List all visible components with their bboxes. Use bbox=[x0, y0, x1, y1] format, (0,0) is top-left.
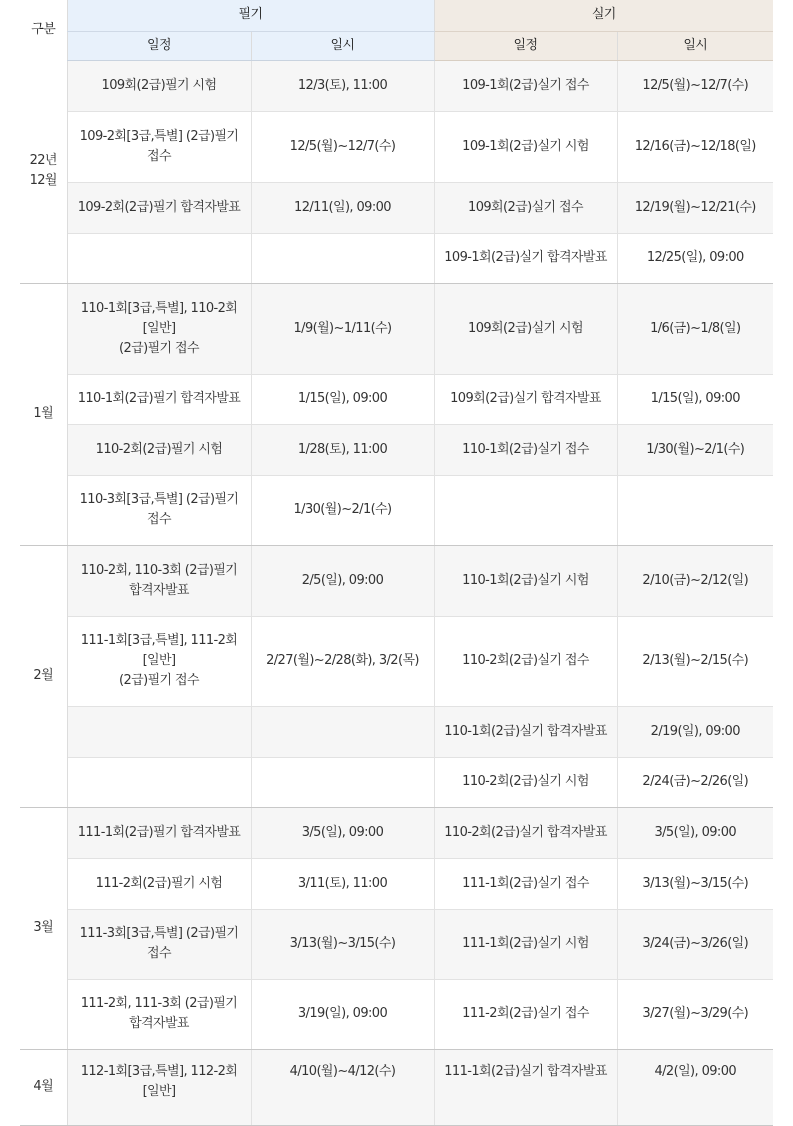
written-schedule-cell: 111-2회, 111-3회 (2급)필기 합격자발표 bbox=[67, 979, 251, 1049]
month-category-cell bbox=[20, 1049, 67, 1125]
practical-date-cell: 12/5(월)~12/7(수) bbox=[617, 60, 773, 111]
table-row bbox=[20, 1049, 773, 1125]
practical-schedule-cell: 110-2회(2급)실기 접수 bbox=[434, 616, 617, 706]
table-row bbox=[20, 616, 773, 706]
schedule-body bbox=[20, 60, 773, 1125]
written-date-cell: 2/5(일), 09:00 bbox=[251, 545, 434, 616]
table-row bbox=[20, 374, 773, 424]
header-category: 구분 bbox=[20, 0, 67, 60]
written-schedule-cell: 111-1회[3급,특별], 111-2회[일반] (2급)필기 접수 bbox=[67, 616, 251, 706]
practical-schedule-cell: 110-1회(2급)실기 합격자발표 bbox=[434, 706, 617, 757]
written-schedule-cell bbox=[67, 706, 251, 757]
practical-date-cell: 1/15(일), 09:00 bbox=[617, 374, 773, 424]
month-label: 22년 bbox=[29, 153, 57, 169]
practical-schedule-cell: 111-1회(2급)실기 접수 bbox=[434, 858, 617, 909]
month-label: 2월 bbox=[33, 668, 54, 683]
table-row bbox=[20, 545, 773, 616]
table-row bbox=[20, 757, 773, 807]
practical-date-cell: 12/19(월)~12/21(수) bbox=[617, 182, 773, 233]
header-written-schedule: 일정 bbox=[67, 31, 251, 60]
practical-schedule-cell: 110-2회(2급)실기 합격자발표 bbox=[434, 807, 617, 858]
table-row bbox=[20, 475, 773, 545]
practical-date-cell: 3/24(금)~3/26(일) bbox=[617, 909, 773, 979]
written-schedule-cell: 111-3회[3급,특별] (2급)필기 접수 bbox=[67, 909, 251, 979]
written-date-cell: 1/30(월)~2/1(수) bbox=[251, 475, 434, 545]
practical-schedule-cell: 110-1회(2급)실기 접수 bbox=[434, 424, 617, 475]
practical-date-cell: 12/16(금)~12/18(일) bbox=[617, 111, 773, 182]
schedule-table-wrapper bbox=[20, 0, 773, 1126]
written-schedule-cell: 109-2회(2급)필기 합격자발표 bbox=[67, 182, 251, 233]
table-row bbox=[20, 979, 773, 1049]
practical-schedule-cell: 111-1회(2급)실기 합격자발표 bbox=[434, 1049, 617, 1125]
written-schedule-cell: 110-1회(2급)필기 합격자발표 bbox=[67, 374, 251, 424]
written-schedule-cell: 110-2회, 110-3회 (2급)필기 합격자발표 bbox=[67, 545, 251, 616]
month-category-cell bbox=[20, 807, 67, 1049]
month-label: 4월 bbox=[33, 1079, 54, 1094]
table-row bbox=[20, 60, 773, 111]
practical-schedule-cell bbox=[434, 475, 617, 545]
written-date-cell: 12/3(토), 11:00 bbox=[251, 60, 434, 111]
written-date-cell bbox=[251, 757, 434, 807]
written-schedule-cell: 112-1회[3급,특별], 112-2회[일반] bbox=[67, 1049, 251, 1125]
table-row bbox=[20, 706, 773, 757]
month-category-cell bbox=[20, 545, 67, 807]
month-label: 3월 bbox=[33, 920, 54, 935]
practical-date-cell: 2/19(일), 09:00 bbox=[617, 706, 773, 757]
written-schedule-cell: 111-2회(2급)필기 시험 bbox=[67, 858, 251, 909]
practical-schedule-cell: 110-1회(2급)실기 시험 bbox=[434, 545, 617, 616]
written-date-cell bbox=[251, 233, 434, 283]
practical-date-cell: 3/27(월)~3/29(수) bbox=[617, 979, 773, 1049]
table-row bbox=[20, 858, 773, 909]
written-date-cell bbox=[251, 706, 434, 757]
written-date-cell: 3/13(월)~3/15(수) bbox=[251, 909, 434, 979]
practical-date-cell: 4/2(일), 09:00 bbox=[617, 1049, 773, 1125]
written-date-cell: 3/19(일), 09:00 bbox=[251, 979, 434, 1049]
practical-schedule-cell: 111-1회(2급)실기 시험 bbox=[434, 909, 617, 979]
header-practical-date: 일시 bbox=[617, 31, 773, 60]
table-row bbox=[20, 424, 773, 475]
written-date-cell: 2/27(월)~2/28(화), 3/2(목) bbox=[251, 616, 434, 706]
table-row bbox=[20, 233, 773, 283]
written-schedule-cell bbox=[67, 233, 251, 283]
written-schedule-cell: 110-3회[3급,특별] (2급)필기 접수 bbox=[67, 475, 251, 545]
written-schedule-cell: 110-2회(2급)필기 시험 bbox=[67, 424, 251, 475]
written-date-cell: 3/11(토), 11:00 bbox=[251, 858, 434, 909]
written-date-cell: 4/10(월)~4/12(수) bbox=[251, 1049, 434, 1125]
practical-schedule-cell: 109-1회(2급)실기 접수 bbox=[434, 60, 617, 111]
header-practical-schedule: 일정 bbox=[434, 31, 617, 60]
practical-schedule-cell: 109-1회(2급)실기 합격자발표 bbox=[434, 233, 617, 283]
written-date-cell: 12/5(월)~12/7(수) bbox=[251, 111, 434, 182]
practical-schedule-cell: 111-2회(2급)실기 접수 bbox=[434, 979, 617, 1049]
month-label: 1월 bbox=[33, 406, 54, 421]
practical-date-cell: 1/30(월)~2/1(수) bbox=[617, 424, 773, 475]
written-date-cell: 1/15(일), 09:00 bbox=[251, 374, 434, 424]
table-row bbox=[20, 909, 773, 979]
table-row bbox=[20, 111, 773, 182]
practical-schedule-cell: 109회(2급)실기 시험 bbox=[434, 283, 617, 374]
practical-date-cell: 3/5(일), 09:00 bbox=[617, 807, 773, 858]
written-date-cell: 1/28(토), 11:00 bbox=[251, 424, 434, 475]
practical-schedule-cell: 109회(2급)실기 합격자발표 bbox=[434, 374, 617, 424]
practical-schedule-cell: 109-1회(2급)실기 시험 bbox=[434, 111, 617, 182]
table-row bbox=[20, 182, 773, 233]
practical-date-cell: 3/13(월)~3/15(수) bbox=[617, 858, 773, 909]
month-category-cell bbox=[20, 60, 67, 283]
header-written: 필기 bbox=[67, 0, 434, 31]
written-schedule-cell: 110-1회[3급,특별], 110-2회[일반] (2급)필기 접수 bbox=[67, 283, 251, 374]
exam-schedule-table bbox=[20, 0, 773, 1126]
practical-date-cell: 1/6(금)~1/8(일) bbox=[617, 283, 773, 374]
header-practical: 실기 bbox=[434, 0, 773, 31]
practical-date-cell: 2/10(금)~2/12(일) bbox=[617, 545, 773, 616]
month-label: 12월 bbox=[29, 173, 57, 189]
written-schedule-cell: 111-1회(2급)필기 합격자발표 bbox=[67, 807, 251, 858]
practical-schedule-cell: 109회(2급)실기 접수 bbox=[434, 182, 617, 233]
header-written-date: 일시 bbox=[251, 31, 434, 60]
table-row bbox=[20, 807, 773, 858]
written-schedule-cell: 109회(2급)필기 시험 bbox=[67, 60, 251, 111]
written-schedule-cell bbox=[67, 757, 251, 807]
written-date-cell: 3/5(일), 09:00 bbox=[251, 807, 434, 858]
practical-date-cell bbox=[617, 475, 773, 545]
written-date-cell: 12/11(일), 09:00 bbox=[251, 182, 434, 233]
practical-date-cell: 12/25(일), 09:00 bbox=[617, 233, 773, 283]
practical-date-cell: 2/24(금)~2/26(일) bbox=[617, 757, 773, 807]
practical-date-cell: 2/13(월)~2/15(수) bbox=[617, 616, 773, 706]
written-date-cell: 1/9(월)~1/11(수) bbox=[251, 283, 434, 374]
month-category-cell bbox=[20, 283, 67, 545]
table-row bbox=[20, 283, 773, 374]
practical-schedule-cell: 110-2회(2급)실기 시험 bbox=[434, 757, 617, 807]
written-schedule-cell: 109-2회[3급,특별] (2급)필기 접수 bbox=[67, 111, 251, 182]
